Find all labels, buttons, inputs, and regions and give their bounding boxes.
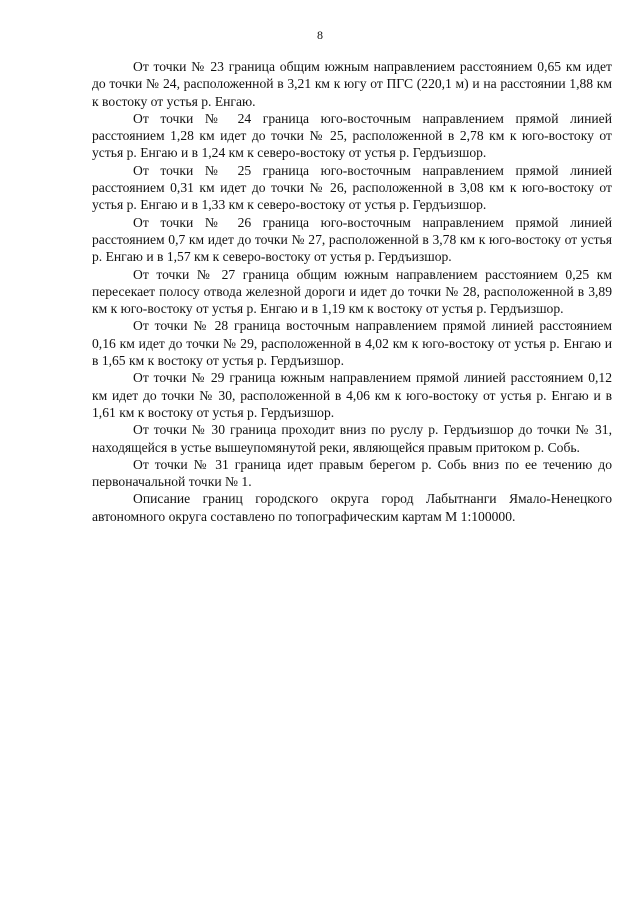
paragraph-point-31: От точки № 31 граница идет правым берегом р. Собь вниз по ее течению до первоначальной точки № 1. (92, 456, 612, 490)
paragraph-point-28: От точки № 28 граница восточным направлением прямой линией расстоянием 0,16 км идет до точки № 29, расположенной в 4,02 км к юго-востоку от устья р. Енгаю и в 1,65 км к востоку от устья р. Гердъизшор. (92, 318, 612, 369)
paragraph-point-23: От точки № 23 граница общим южным направлением расстоянием 0,65 км идет до точки № 24, расположенной в 3,21 км к югу от ПГС (220,1 м) и на расстоянии 1,88 км к востоку от устья р. Енгаю. (92, 59, 612, 109)
page-number: 8 (317, 28, 323, 42)
paragraph-point-25: От точки № 25 граница юго-восточным направлением прямой линией расстоянием 0,31 км идет до точки № 26, расположенной в 3,08 км к юго-востоку от устья р. Енгаю и в 1,33 км к северо-востоку от устья р. Гердъизшор. (92, 162, 612, 213)
paragraph-point-27: От точки № 27 граница общим южным направлением расстоянием 0,25 км пересекает полосу отвода железной дороги и идет до точки № 28, расположенной в 3,89 км к юго-востоку от устья р. Енгаю и в 1,19 км к востоку от устья р. Гердъизшор. (92, 266, 612, 317)
paragraph-point-29: От точки № 29 граница южным направлением прямой линией расстоянием 0,12 км идет до точки № 30, расположенной в 4,06 км к юго-востоку от устья р. Енгаю и в 1,61 км к востоку от устья р. Гердъизшор. (92, 370, 612, 420)
paragraph-point-30: От точки № 30 граница проходит вниз по руслу р. Гердъизшор до точки № 31, находящейся в устье вышеупомянутой реки, являющейся правым притоком р. Собь. (92, 422, 612, 455)
paragraph-point-24: От точки № 24 граница юго-восточным направлением прямой линией расстоянием 1,28 км идет до точки № 25, расположенной в 2,78 км к юго-востоку от устья р. Енгаю и в 1,24 км к северо-востоку от устья р. Гердъизшор. (92, 110, 612, 161)
paragraph-point-26: От точки № 26 граница юго-восточным направлением прямой линией расстоянием 0,7 км идет до точки № 27, расположенной в 3,78 км к юго-востоку от устья р. Енгаю и в 1,57 км к северо-востоку от устья р. Гердъизшор. (92, 214, 612, 265)
paragraph-map-source: Описание границ городского округа город Лабытнанги Ямало-Ненецкого автономного округа составлено по топографическим картам М 1:100000. (92, 491, 612, 524)
document-body (92, 58, 612, 525)
